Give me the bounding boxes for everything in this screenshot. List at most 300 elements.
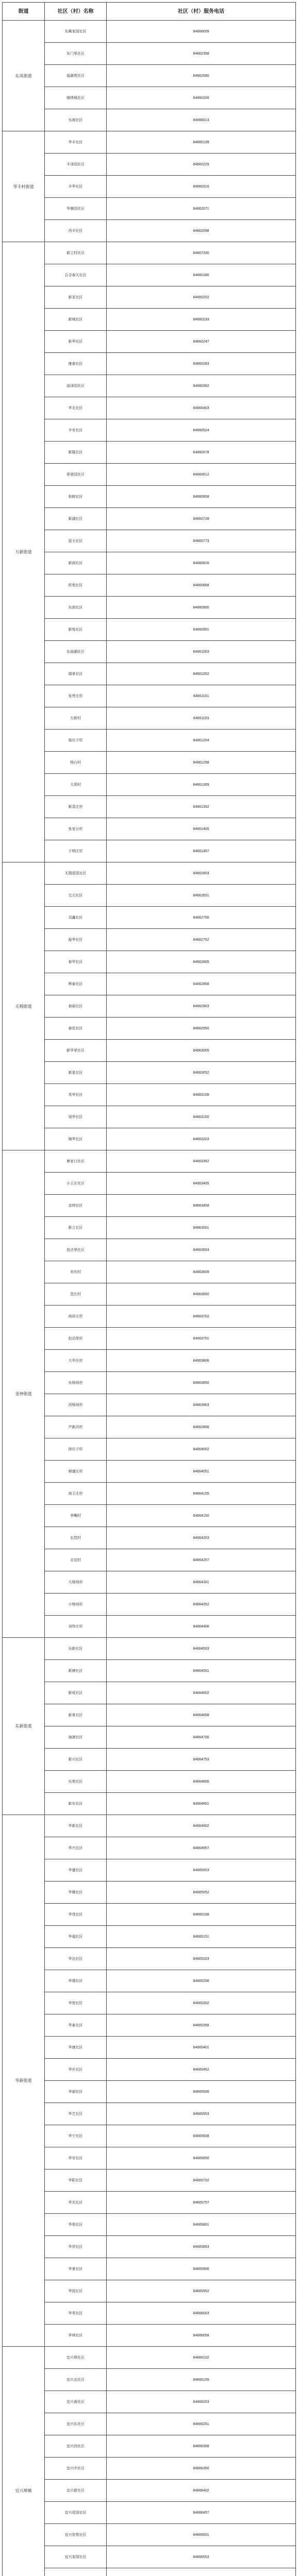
community-name-cell: 华林社区 xyxy=(45,2325,107,2347)
service-phone-cell: 84662358 xyxy=(107,43,296,65)
service-phone-cell: 84666553 xyxy=(107,2546,296,2568)
community-name-cell: 大杨场村 xyxy=(45,1571,107,1594)
community-name-cell: 新城社区 xyxy=(45,309,107,331)
service-phone-cell: 84663352 xyxy=(107,1150,296,1173)
community-name-cell: 辉泰社区 xyxy=(45,973,107,995)
community-name-cell: 芦新河村 xyxy=(45,1416,107,1438)
service-phone-cell: 84664406 xyxy=(107,1616,296,1638)
table-row xyxy=(3,2502,296,2524)
table-row xyxy=(3,1948,296,1970)
community-name-cell: 华园社区 xyxy=(45,2280,107,2302)
table-row xyxy=(3,552,296,574)
community-name-cell: 新景社区 xyxy=(45,1704,107,1726)
table-row xyxy=(3,1970,296,1992)
community-name-cell: 华丽社区 xyxy=(45,2081,107,2103)
table-row xyxy=(3,752,296,774)
community-name-cell: 华光社区 xyxy=(45,2192,107,2214)
header-street: 街道 xyxy=(3,3,45,21)
community-name-cell: 华达社区 xyxy=(45,1948,107,1970)
table-row xyxy=(3,309,296,331)
service-phone-cell: 84660326 xyxy=(107,87,296,109)
table-row xyxy=(3,2258,296,2280)
service-phone-cell: 84665203 xyxy=(107,1948,296,1970)
service-phone-cell: 84665358 xyxy=(107,2014,296,2037)
community-name-cell: 宜兴佳苑社区 xyxy=(45,2524,107,2546)
service-phone-cell: 84660283 xyxy=(107,353,296,375)
service-phone-cell: 84665052 xyxy=(107,1882,296,1904)
service-phone-cell: 84665452 xyxy=(107,2059,296,2081)
service-phone-cell: 84660728 xyxy=(107,508,296,530)
service-phone-cell: 84660392 xyxy=(107,375,296,397)
service-phone-cell: 84667330 xyxy=(107,242,296,264)
service-phone-cell: 84663850 xyxy=(107,1372,296,1394)
table-row xyxy=(3,1128,296,1150)
service-phone-cell: 84663903 xyxy=(107,1394,296,1416)
community-name-cell: 瑞景社区 xyxy=(45,663,107,685)
service-phone-cell: 84660233 xyxy=(107,309,296,331)
community-name-cell: 振华社区 xyxy=(45,929,107,951)
community-name-cell: 华茂社区 xyxy=(45,1904,107,1926)
table-row xyxy=(3,2236,296,2258)
service-phone-cell: 84668013 xyxy=(107,109,296,131)
service-phone-cell: 84665003 xyxy=(107,1859,296,1882)
service-phone-cell: 84661309 xyxy=(107,774,296,796)
table-row xyxy=(3,2413,296,2435)
service-phone-cell: 84660578 xyxy=(107,442,296,464)
community-name-cell: 丰泽园社区 xyxy=(45,154,107,176)
table-row xyxy=(3,1660,296,1682)
service-phone-cell: 84662805 xyxy=(107,951,296,973)
street-name-cell: 华新街道 xyxy=(3,1815,45,2347)
community-name-cell: 杨台村 xyxy=(45,752,107,774)
header-community-name: 社区（村）名称 xyxy=(45,3,107,21)
table-row xyxy=(3,2302,296,2325)
table-row xyxy=(3,1173,296,1195)
service-phone-cell: 84665608 xyxy=(107,2125,296,2147)
table-row xyxy=(3,442,296,464)
community-name-cell: 大郑村 xyxy=(45,774,107,796)
community-name-cell: 新东社区 xyxy=(45,1793,107,1815)
service-phone-cell: 84664150 xyxy=(107,1505,296,1527)
table-row xyxy=(3,1926,296,1948)
street-name-cell: 金钟街道 xyxy=(3,1150,45,1638)
service-phone-cell: 84665256 xyxy=(107,1970,296,1992)
service-phone-cell: 84663806 xyxy=(107,1350,296,1372)
service-phone-cell: 84662950 xyxy=(107,1018,296,1040)
table-row xyxy=(3,220,296,242)
service-phone-cell: 84661153 xyxy=(107,707,296,730)
table-row xyxy=(3,1837,296,1859)
service-phone-cell: 84665702 xyxy=(107,2170,296,2192)
community-name-cell: 海港社区 xyxy=(45,1726,107,1749)
community-name-cell: 新悦社区 xyxy=(45,619,107,641)
community-name-cell: 双鑫社区 xyxy=(45,907,107,929)
service-phone-cell: 84663052 xyxy=(107,1062,296,1084)
table-row xyxy=(3,2458,296,2480)
community-name-cell: 华盛社区 xyxy=(45,1859,107,1882)
table-row xyxy=(3,707,296,730)
community-name-cell: 东苑社区 xyxy=(45,1771,107,1793)
service-phone-cell: 84660202 xyxy=(107,286,296,309)
table-row xyxy=(3,1527,296,1549)
community-name-cell: 宝元社区 xyxy=(45,885,107,907)
service-phone-cell: 84665506 xyxy=(107,2081,296,2103)
table-row xyxy=(3,2081,296,2103)
table-row xyxy=(3,862,296,885)
community-name-cell: 华安社区 xyxy=(45,2147,107,2170)
community-name-cell: 无瑕花园社区 xyxy=(45,862,107,885)
service-phone-cell: 84665906 xyxy=(107,2258,296,2280)
table-row xyxy=(3,796,296,818)
street-name-cell: 万新街道 xyxy=(3,242,45,862)
service-phone-cell: 84662903 xyxy=(107,995,296,1018)
community-name-cell: 丰华社区 xyxy=(45,176,107,198)
table-row xyxy=(3,1461,296,1483)
table-row xyxy=(3,286,296,309)
table-row xyxy=(3,818,296,840)
service-phone-cell: 84664902 xyxy=(107,1815,296,1837)
service-phone-cell: 84663702 xyxy=(107,1306,296,1328)
table-row xyxy=(3,574,296,597)
service-phone-cell: 84664051 xyxy=(107,1461,296,1483)
service-phone-cell: 84663501 xyxy=(107,1217,296,1239)
table-row xyxy=(3,353,296,375)
service-phone-cell: 84665553 xyxy=(107,2103,296,2125)
community-name-cell: 华景社区 xyxy=(45,2258,107,2280)
table-row xyxy=(3,2280,296,2302)
community-name-cell: 小王庄社区 xyxy=(45,1173,107,1195)
table-row xyxy=(3,597,296,619)
table-row xyxy=(3,1040,296,1062)
table-row xyxy=(3,1195,296,1217)
table-row xyxy=(3,1638,296,1660)
service-phone-cell: 84663108 xyxy=(107,1084,296,1106)
community-name-cell: 华阳社区 xyxy=(45,2170,107,2192)
table-row xyxy=(3,2059,296,2081)
service-phone-cell: 84663609 xyxy=(107,1261,296,1283)
service-phone-cell: 84660773 xyxy=(107,530,296,552)
service-phone-cell: 84666102 xyxy=(107,2347,296,2369)
table-row xyxy=(3,2214,296,2236)
service-phone-cell: 84660612 xyxy=(107,464,296,486)
service-phone-cell: 84661003 xyxy=(107,641,296,663)
community-name-cell: 韩盛庄村 xyxy=(45,1461,107,1483)
table-row xyxy=(3,1217,296,1239)
table-row xyxy=(3,1815,296,1837)
community-name-cell: 宜兴新社区 xyxy=(45,2480,107,2502)
table-row xyxy=(3,1394,296,1416)
table-row xyxy=(3,2435,296,2458)
service-phone-cell: 84660180 xyxy=(107,264,296,286)
service-phone-table xyxy=(2,2,296,2576)
service-phone-cell: 84661405 xyxy=(107,818,296,840)
community-name-cell: 春华社区 xyxy=(45,951,107,973)
table-row xyxy=(3,397,296,419)
table-row xyxy=(3,2170,296,2192)
service-phone-cell: 84665302 xyxy=(107,1992,296,2014)
service-phone-cell: 84665801 xyxy=(107,2214,296,2236)
table-row xyxy=(3,198,296,220)
table-row xyxy=(3,1859,296,1882)
table-row xyxy=(3,508,296,530)
service-phone-cell: 84664257 xyxy=(107,1549,296,1571)
community-name-cell: 泰佳社区 xyxy=(45,1018,107,1040)
street-name-cell: 东新街道 xyxy=(3,1638,45,1815)
community-name-cell: 东南社区 xyxy=(45,597,107,619)
table-row xyxy=(3,1483,296,1505)
service-phone-cell: 84665401 xyxy=(107,2037,296,2059)
community-name-cell: 新立社区 xyxy=(45,1217,107,1239)
table-row xyxy=(3,464,296,486)
table-row xyxy=(3,2103,296,2125)
community-name-cell: 李嘴村 xyxy=(45,1505,107,1527)
service-phone-cell: 84666350 xyxy=(107,2458,296,2480)
service-phone-cell: 84662651 xyxy=(107,885,296,907)
community-name-cell: 宜兴北社区 xyxy=(45,2369,107,2391)
table-row xyxy=(3,1571,296,1594)
community-name-cell: 新华社区 xyxy=(45,331,107,353)
table-row xyxy=(3,1549,296,1571)
table-row xyxy=(3,2014,296,2037)
street-name-cell: 无瑕街道 xyxy=(3,862,45,1150)
table-row xyxy=(3,2568,296,2576)
community-name-cell: 英华社区 xyxy=(45,1084,107,1106)
street-name-cell: 华丰村街道 xyxy=(3,131,45,242)
table-row xyxy=(3,2037,296,2059)
community-name-cell: 春丽社区 xyxy=(45,995,107,1018)
community-name-cell: 福湖苑社区 xyxy=(45,65,107,87)
table-row xyxy=(3,1438,296,1461)
service-phone-cell: 84664203 xyxy=(107,1527,296,1549)
community-name-cell: 康泰社区 xyxy=(45,353,107,375)
service-phone-cell: 84666501 xyxy=(107,2524,296,2546)
community-name-cell: 华福社区 xyxy=(45,1926,107,1948)
table-row xyxy=(3,929,296,951)
service-phone-cell: 84664700 xyxy=(107,1726,296,1749)
service-phone-cell: 84666058 xyxy=(107,2325,296,2347)
community-name-cell: 新塘社区 xyxy=(45,1660,107,1682)
table-row xyxy=(3,2147,296,2170)
table-row xyxy=(3,2546,296,2568)
community-name-cell: 赵沽里社区 xyxy=(45,1239,107,1261)
community-name-cell: 新润社区 xyxy=(45,552,107,574)
table-row xyxy=(3,663,296,685)
community-name-cell: 新星社区 xyxy=(45,1062,107,1084)
table-row xyxy=(3,619,296,641)
table-row xyxy=(3,1416,296,1438)
table-row xyxy=(3,419,296,442)
community-name-cell: 东门里社区 xyxy=(45,43,107,65)
community-name-cell: 张贵庄村 xyxy=(45,685,107,707)
community-name-cell xyxy=(45,2568,107,2576)
table-row xyxy=(3,109,296,131)
service-phone-cell: 84664503 xyxy=(107,1638,296,1660)
table-row xyxy=(3,840,296,862)
table-row xyxy=(3,1616,296,1638)
community-name-cell: 金钟社区 xyxy=(45,1195,107,1217)
community-name-cell: 南王庄村 xyxy=(45,1483,107,1505)
community-name-cell: 宜兴家园社区 xyxy=(45,2546,107,2568)
community-name-cell: 刘快庄村 xyxy=(45,1616,107,1638)
table-row xyxy=(3,1749,296,1771)
table-row xyxy=(3,951,296,973)
table-row xyxy=(3,242,296,264)
table-row xyxy=(3,176,296,198)
service-phone-cell: 84660858 xyxy=(107,574,296,597)
service-phone-cell: 84660816 xyxy=(107,552,296,574)
service-phone-cell: 84660229 xyxy=(107,154,296,176)
table-row xyxy=(3,995,296,1018)
table-row xyxy=(3,907,296,929)
community-name-cell: 华康园社区 xyxy=(45,198,107,220)
service-phone-cell: 84662603 xyxy=(107,862,296,885)
service-phone-cell xyxy=(107,2568,296,2576)
community-name-cell: 范庄村 xyxy=(45,1283,107,1306)
service-phone-cell: 84661258 xyxy=(107,752,296,774)
table-row xyxy=(3,1771,296,1793)
community-name-cell: 华新社区 xyxy=(45,1815,107,1837)
street-name-cell: 宜兴埠镇 xyxy=(3,2347,45,2576)
community-name-cell: 新兴社区 xyxy=(45,1749,107,1771)
table-row xyxy=(3,131,296,154)
community-name-cell: 于明庄村 xyxy=(45,840,107,862)
table-row xyxy=(3,1106,296,1128)
community-name-cell: 南孙庄村 xyxy=(45,1306,107,1328)
community-name-cell: 百合春天社区 xyxy=(45,264,107,286)
community-name-cell: 锦绣城社区 xyxy=(45,87,107,109)
community-name-cell: 宜兴中社区 xyxy=(45,2458,107,2480)
service-phone-cell: 84661204 xyxy=(107,730,296,752)
community-name-cell: 华庆社区 xyxy=(45,2059,107,2081)
service-phone-cell: 84666308 xyxy=(107,2435,296,2458)
community-name-cell: 新湖社区 xyxy=(45,508,107,530)
table-row xyxy=(3,43,296,65)
service-phone-cell: 84663203 xyxy=(107,1128,296,1150)
community-name-cell: 大毕庄村 xyxy=(45,1350,107,1372)
table-row xyxy=(3,1084,296,1106)
table-row xyxy=(3,1372,296,1394)
service-phone-cell: 84664002 xyxy=(107,1438,296,1461)
community-name-cell: 华祥社区 xyxy=(45,2236,107,2258)
service-phone-cell: 84665853 xyxy=(107,2236,296,2258)
table-row xyxy=(3,1505,296,1527)
community-name-cell: 华英社区 xyxy=(45,2302,107,2325)
community-name-cell: 华顺社区 xyxy=(45,1882,107,1904)
service-phone-cell: 84663458 xyxy=(107,1195,296,1217)
service-phone-cell: 84664602 xyxy=(107,1682,296,1704)
community-name-cell: 和睦社区 xyxy=(45,486,107,508)
community-name-cell: 蓝天社区 xyxy=(45,530,107,552)
service-phone-cell: 84662590 xyxy=(107,65,296,87)
community-name-cell: 丰安社区 xyxy=(45,419,107,442)
community-name-cell: 宜兴西社区 xyxy=(45,2435,107,2458)
table-row xyxy=(3,1726,296,1749)
service-phone-cell: 84664806 xyxy=(107,1771,296,1793)
service-phone-cell: 84664352 xyxy=(107,1594,296,1616)
service-phone-cell: 84662098 xyxy=(107,220,296,242)
table-header-row xyxy=(3,3,296,21)
service-phone-cell: 84661052 xyxy=(107,663,296,685)
table-row xyxy=(3,1904,296,1926)
community-name-cell: 宜兴埠社区 xyxy=(45,2347,107,2369)
community-name-cell: 詹庄子村 xyxy=(45,730,107,752)
service-phone-cell: 84664658 xyxy=(107,1704,296,1726)
table-row xyxy=(3,154,296,176)
service-phone-cell: 84666155 xyxy=(107,2369,296,2391)
table-row xyxy=(3,1150,296,1173)
community-name-cell: 徐庄子村 xyxy=(45,1438,107,1461)
service-phone-cell: 84663650 xyxy=(107,1283,296,1306)
table-row xyxy=(3,1704,296,1726)
community-name-cell: 新袁庄村 xyxy=(45,796,107,818)
community-name-cell: 华康社区 xyxy=(45,2037,107,2059)
community-name-cell: 华艺社区 xyxy=(45,2103,107,2125)
service-phone-cell: 84663956 xyxy=(107,1416,296,1438)
table-row xyxy=(3,1018,296,1040)
community-name-cell: 唐家口社区 xyxy=(45,1150,107,1173)
community-name-cell: 西丰社区 xyxy=(45,220,107,242)
service-phone-cell: 84666003 xyxy=(107,2302,296,2325)
table-row xyxy=(3,2391,296,2413)
community-name-cell: 万新村 xyxy=(45,707,107,730)
community-name-cell: 欣苑社区 xyxy=(45,574,107,597)
community-name-cell: 华苑社区 xyxy=(45,2214,107,2236)
table-row xyxy=(3,21,296,43)
table-row xyxy=(3,1882,296,1904)
service-phone-cell: 84663150 xyxy=(107,1106,296,1128)
community-name-cell: 宜兴南社区 xyxy=(45,2391,107,2413)
table-row xyxy=(3,2369,296,2391)
service-phone-cell: 84663553 xyxy=(107,1239,296,1261)
service-phone-cell: 84665108 xyxy=(107,1904,296,1926)
table-row xyxy=(3,1992,296,2014)
community-name-cell: 东杨场村 xyxy=(45,1372,107,1394)
community-name-cell: 北淀村 xyxy=(45,1549,107,1571)
table-row xyxy=(3,264,296,286)
table-row xyxy=(3,2347,296,2369)
service-phone-cell: 84660316 xyxy=(107,176,296,198)
community-name-cell: 华瑞社区 xyxy=(45,1970,107,1992)
service-phone-cell: 84664301 xyxy=(107,1571,296,1594)
service-phone-cell: 84665650 xyxy=(107,2147,296,2170)
community-name-cell: 翠景园社区 xyxy=(45,464,107,486)
community-name-cell: 锦华社区 xyxy=(45,1128,107,1150)
service-phone-cell: 84665757 xyxy=(107,2192,296,2214)
community-name-cell: 华丰社区 xyxy=(45,131,107,154)
service-phone-cell: 84663405 xyxy=(107,1173,296,1195)
service-phone-cell: 84660900 xyxy=(107,597,296,619)
header-service-phone: 社区（村）服务电话 xyxy=(107,3,296,21)
service-phone-cell: 84662700 xyxy=(107,907,296,929)
service-phone-cell: 84660403 xyxy=(107,397,296,419)
community-name-cell: 新亚社区 xyxy=(45,286,107,309)
service-phone-cell: 84666251 xyxy=(107,2413,296,2435)
table-row xyxy=(3,2192,296,2214)
table-row xyxy=(3,2524,296,2546)
community-name-cell: 东丽湖社区 xyxy=(45,641,107,663)
table-row xyxy=(3,1239,296,1261)
service-phone-cell: 84664105 xyxy=(107,1483,296,1505)
service-phone-cell: 84661352 xyxy=(107,796,296,818)
service-phone-cell: 84660658 xyxy=(107,486,296,508)
service-phone-cell: 84664957 xyxy=(107,1837,296,1859)
service-phone-cell: 84662858 xyxy=(107,973,296,995)
table-row xyxy=(3,1350,296,1372)
table-row xyxy=(3,774,296,796)
community-name-cell: 东篱家园社区 xyxy=(45,21,107,43)
table-row xyxy=(3,2325,296,2347)
table-row xyxy=(3,2125,296,2147)
